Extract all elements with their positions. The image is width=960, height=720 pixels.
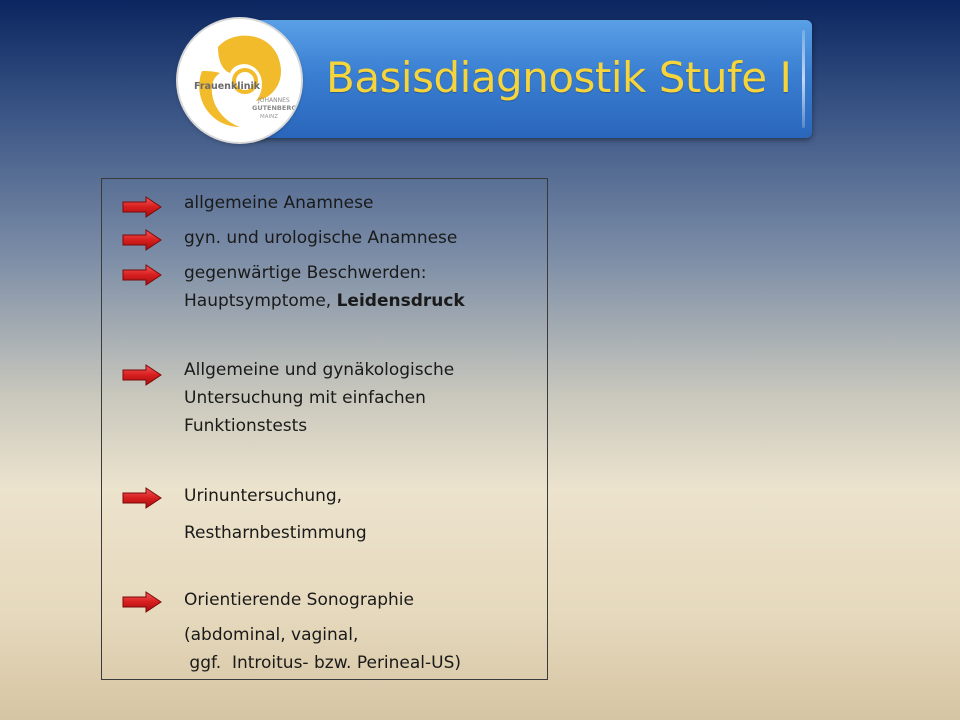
content-box — [101, 178, 548, 680]
item-text-line1: gegenwärtige Beschwerden: — [184, 263, 427, 283]
item-text-line1: Urinuntersuchung, — [184, 486, 343, 506]
slide-title: Basisdiagnostik Stufe I — [326, 53, 792, 102]
logo-text-frauenklinik: Frauenklinik — [194, 81, 261, 92]
item-text-plain: Hauptsymptome, — [184, 291, 337, 311]
logo-graphic — [178, 19, 301, 142]
item-text-line2: (abdominal, vaginal, — [184, 625, 359, 645]
item-text-line3: Funktionstests — [184, 416, 308, 436]
item-text-line1: Orientierende Sonographie — [184, 590, 414, 610]
item-text-line2: Restharnbestimmung — [184, 523, 367, 543]
red-arrow-icon — [122, 364, 162, 386]
red-arrow-icon — [122, 196, 162, 218]
red-arrow-icon — [122, 487, 162, 509]
item-text-line3: ggf. Introitus- bzw. Perineal-US) — [184, 653, 462, 673]
item-text: gyn. und urologische Anamnese — [184, 228, 458, 248]
logo-text-mainz: MAINZ — [260, 114, 279, 120]
red-arrow-icon — [122, 264, 162, 286]
logo-text-gutenberg: GUTENBERG — [252, 104, 297, 112]
item-text-line2 — [184, 289, 544, 314]
red-arrow-icon — [122, 591, 162, 613]
frauenklinik-logo — [178, 19, 301, 142]
item-text-line1: Allgemeine und gynäkologische — [184, 360, 455, 380]
item-text-line2: Untersuchung mit einfachen — [184, 388, 426, 408]
logo-text-johannes: JOHANNES — [258, 97, 290, 104]
item-text-bold: Leidensdruck — [336, 291, 465, 311]
red-arrow-icon — [122, 229, 162, 251]
item-text: allgemeine Anamnese — [184, 193, 374, 213]
banner-edge-highlight — [802, 30, 805, 128]
